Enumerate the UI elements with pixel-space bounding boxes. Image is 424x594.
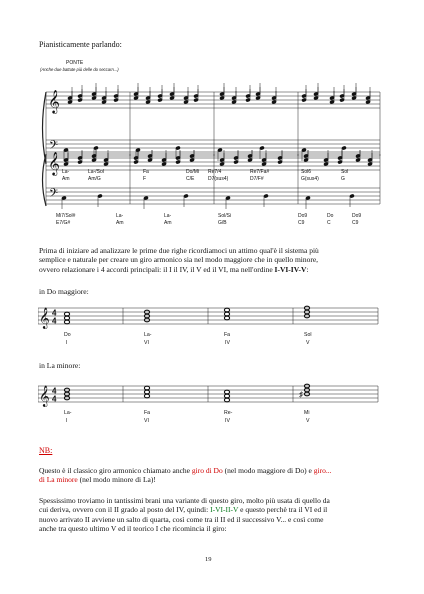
chord-en: G(sus4) — [301, 176, 319, 182]
degree: IV — [225, 340, 230, 346]
note-head — [220, 158, 225, 162]
degree: V — [306, 340, 310, 346]
degree: VI — [144, 340, 149, 346]
note-head — [104, 162, 109, 166]
note-head — [324, 162, 329, 166]
whole-note — [144, 390, 149, 394]
note-head — [234, 156, 239, 160]
chord-it: La- — [116, 213, 124, 219]
note-head — [190, 154, 195, 158]
note-head — [246, 98, 251, 102]
note-head — [158, 94, 163, 98]
note-head — [356, 154, 361, 158]
note-head — [98, 194, 103, 198]
page-number: 19 — [205, 556, 212, 563]
note-head — [340, 94, 345, 98]
note-head — [302, 98, 307, 102]
whole-note — [224, 312, 229, 316]
note-head — [246, 94, 251, 98]
intro-line: semplice e naturale per creare un giro armonico sia nel modo maggiore che in quello minore, — [39, 255, 319, 265]
whole-note — [224, 308, 229, 312]
note-head — [368, 162, 373, 166]
chord-it: La-/Sol — [88, 169, 104, 175]
note-head — [184, 100, 189, 104]
nb-highlight: giro... — [313, 466, 332, 475]
note-head — [92, 158, 97, 162]
label-do-maggiore: in Do maggiore: — [39, 287, 89, 296]
note-head — [350, 194, 355, 198]
chord-en: D7(sus4) — [208, 176, 229, 182]
sharp-sign: ♯ — [299, 390, 303, 399]
nb-text: cui deriva, ovvero con il II grado al posto del IV, quindi: — [39, 505, 211, 515]
nb-text: anche tra questo ultimo V ed il teorico I che ricomincia il giro: — [39, 523, 227, 533]
chord-it: Fa — [143, 169, 149, 175]
nb-line — [39, 505, 391, 514]
note-head — [314, 92, 319, 96]
note-head — [352, 92, 357, 96]
note-head — [68, 96, 73, 100]
note-head — [92, 92, 97, 96]
note-head — [302, 94, 307, 98]
chord-it: Do9 — [298, 213, 308, 219]
nb-text: Spessissimo troviamo in tantissimi brani una variante di questo giro, molto più usata di quello da — [39, 496, 330, 505]
note-head — [104, 158, 109, 162]
degree: I — [66, 340, 68, 346]
chord-name: Fa — [144, 410, 151, 416]
note-head — [232, 100, 237, 104]
note-head — [194, 98, 199, 102]
chord-name: Do — [64, 332, 71, 338]
chord-en: C9 — [352, 220, 359, 226]
note-head — [144, 196, 149, 200]
note-head — [272, 96, 277, 100]
treble-clef-1: 𝄞 — [48, 91, 60, 113]
note-head — [78, 98, 83, 102]
note-head — [102, 100, 107, 104]
note-head — [146, 96, 151, 100]
degree: IV — [225, 418, 230, 424]
section-heading: Pianisticamente parlando: — [39, 40, 122, 49]
treble-clef-2: 𝄞 — [48, 153, 60, 175]
note-head — [304, 158, 309, 162]
note-head — [62, 196, 67, 200]
note-head — [352, 96, 357, 100]
time-signature: 4 — [52, 386, 57, 396]
whole-note — [224, 398, 229, 402]
note-head — [220, 162, 225, 166]
chord-it: La- — [62, 169, 70, 175]
nb-text: nuovo arrivato II avviene un salto di quarta, così come tra il II ed il successivo V... e così come — [39, 514, 324, 524]
nb-text: Questo è il classico giro armonico chiamato anche — [39, 466, 192, 475]
treble-clef: 𝄞 — [39, 308, 50, 328]
intro-order: I-VI-IV-V — [274, 264, 307, 274]
note-head — [194, 94, 199, 98]
note-head — [78, 94, 83, 98]
intro-line: Prima di iniziare ad analizzare le prime due righe ricordiamoci un attimo qual'è il sistema più — [39, 246, 319, 255]
note-head — [278, 160, 283, 164]
staff-do-maggiore — [38, 302, 383, 352]
note-head — [338, 156, 343, 160]
intro-paragraph — [39, 246, 391, 274]
note-head — [190, 158, 195, 162]
label-la-minore: in La minore: — [39, 361, 81, 370]
nb-line-2 — [39, 475, 391, 484]
chord-name: Re- — [224, 410, 233, 416]
intro-line: ovvero relazionare i 4 accordi principali: il I il IV, il V ed il VI, ma nell'ordine — [39, 264, 275, 274]
nb-highlight: giro di Do — [191, 466, 223, 475]
note-head — [248, 158, 253, 162]
sheet-music-2 — [36, 150, 388, 230]
nb-progression: I-VI-II-V — [210, 505, 239, 515]
degree: I — [66, 418, 68, 424]
chord-it: Re7/4 — [208, 169, 222, 175]
note-head — [340, 98, 345, 102]
chord-name: Mi — [304, 410, 310, 416]
whole-note — [224, 394, 229, 398]
nb-paragraph-2 — [39, 496, 391, 533]
chord-name: Fa — [224, 332, 231, 338]
chord-it: Sol6 — [301, 169, 312, 175]
time-signature: 4 — [52, 394, 57, 404]
intro-line-3 — [39, 265, 391, 274]
note-head — [92, 96, 97, 100]
note-head — [102, 96, 107, 100]
whole-note — [224, 316, 229, 320]
bass-staff-2 — [46, 188, 380, 204]
note-head — [278, 156, 283, 160]
chord-it: Mi7/Sol# — [56, 213, 76, 219]
note-head — [256, 92, 261, 96]
note-head — [234, 160, 239, 164]
chord-en: F — [143, 176, 147, 182]
note-head — [68, 100, 73, 104]
nb-line-1 — [39, 466, 391, 475]
note-head — [78, 160, 83, 164]
chord-en: C9 — [298, 220, 305, 226]
intro-end: : — [306, 264, 309, 274]
chord-en: C — [327, 220, 331, 226]
note-head — [306, 196, 311, 200]
note-head — [114, 94, 119, 98]
note-head — [170, 92, 175, 96]
note-head — [366, 96, 371, 100]
note-head — [114, 98, 119, 102]
chord-en: G/B — [218, 220, 227, 226]
note-head — [262, 158, 267, 162]
nb-text: (nel modo minore di La)! — [77, 475, 156, 485]
note-head — [232, 96, 237, 100]
bass-clef-2: 𝄢 — [49, 186, 59, 202]
degree: V — [306, 418, 310, 424]
chord-it: Re7/Fa# — [250, 169, 270, 175]
chord-en: Am — [116, 220, 124, 226]
note-head — [324, 158, 329, 162]
note-head — [304, 154, 309, 158]
note-head — [170, 96, 175, 100]
note-head — [162, 162, 167, 166]
note-head — [248, 154, 253, 158]
chord-it: Sol/Si — [218, 213, 232, 219]
chord-it: Do9 — [352, 213, 362, 219]
staff-la-minore — [38, 380, 383, 436]
chord-it: Sol — [341, 169, 349, 175]
time-signature: 4 — [52, 308, 57, 318]
note-head — [330, 100, 335, 104]
note-head — [64, 162, 69, 166]
note-head — [176, 160, 181, 164]
chord-en: E7/G# — [56, 220, 71, 226]
chord-en: Am — [62, 176, 70, 182]
nb-label: NB: — [39, 446, 53, 455]
note-head — [272, 100, 277, 104]
note-head — [134, 96, 139, 100]
note-head — [148, 158, 153, 162]
whole-note — [224, 390, 229, 394]
whole-note — [144, 394, 149, 398]
system-2-chords — [56, 213, 361, 226]
chord-name: La- — [144, 332, 152, 338]
chord-en: Am — [164, 220, 172, 226]
chord-en: C/E — [186, 176, 195, 182]
chord-name: Sol — [304, 332, 312, 338]
note-head — [330, 96, 335, 100]
note-head — [220, 92, 225, 96]
nb-paragraph-1 — [39, 466, 391, 485]
performance-note: (Anche due battute più delle do seccarn...) — [40, 67, 119, 72]
note-head — [78, 156, 83, 160]
note-head — [134, 92, 139, 96]
note-head — [368, 158, 373, 162]
note-head — [162, 158, 167, 162]
nb-text: e questo perchè tra il VI ed il — [238, 505, 328, 515]
nb-text: (nel modo maggiore di Do) e — [222, 466, 314, 475]
chord-it: Do/Mi — [186, 169, 200, 175]
note-head — [366, 100, 371, 104]
chord-en: Am/G — [88, 176, 101, 182]
chord-en: G — [341, 176, 345, 182]
note-head — [134, 160, 139, 164]
whole-note — [64, 312, 69, 316]
note-head — [146, 100, 151, 104]
chord-it: Do — [327, 213, 334, 219]
note-head — [176, 156, 181, 160]
note-head — [92, 154, 97, 158]
note-head — [356, 158, 361, 162]
time-signature: 4 — [52, 316, 57, 326]
whole-note — [64, 316, 69, 320]
chord-name: La- — [64, 410, 72, 416]
chord-it: La- — [164, 213, 172, 219]
whole-note — [144, 386, 149, 390]
note-head — [220, 96, 225, 100]
note-head — [226, 196, 231, 200]
note-head — [158, 98, 163, 102]
treble-clef: 𝄞 — [39, 386, 50, 406]
nb-highlight: di La minore — [39, 475, 78, 485]
note-head — [148, 154, 153, 158]
note-head — [262, 162, 267, 166]
note-head — [256, 96, 261, 100]
note-head — [264, 194, 269, 198]
note-head — [338, 160, 343, 164]
note-head — [184, 194, 189, 198]
degree: VI — [144, 418, 149, 424]
ponte-label: PONTE — [66, 60, 84, 66]
note-head — [184, 96, 189, 100]
note-head — [314, 96, 319, 100]
chord-en: D7/F# — [250, 176, 264, 182]
whole-note — [64, 320, 69, 324]
bass-clef-1: 𝄢 — [49, 138, 59, 154]
note-head — [64, 158, 69, 162]
note-head — [134, 156, 139, 160]
